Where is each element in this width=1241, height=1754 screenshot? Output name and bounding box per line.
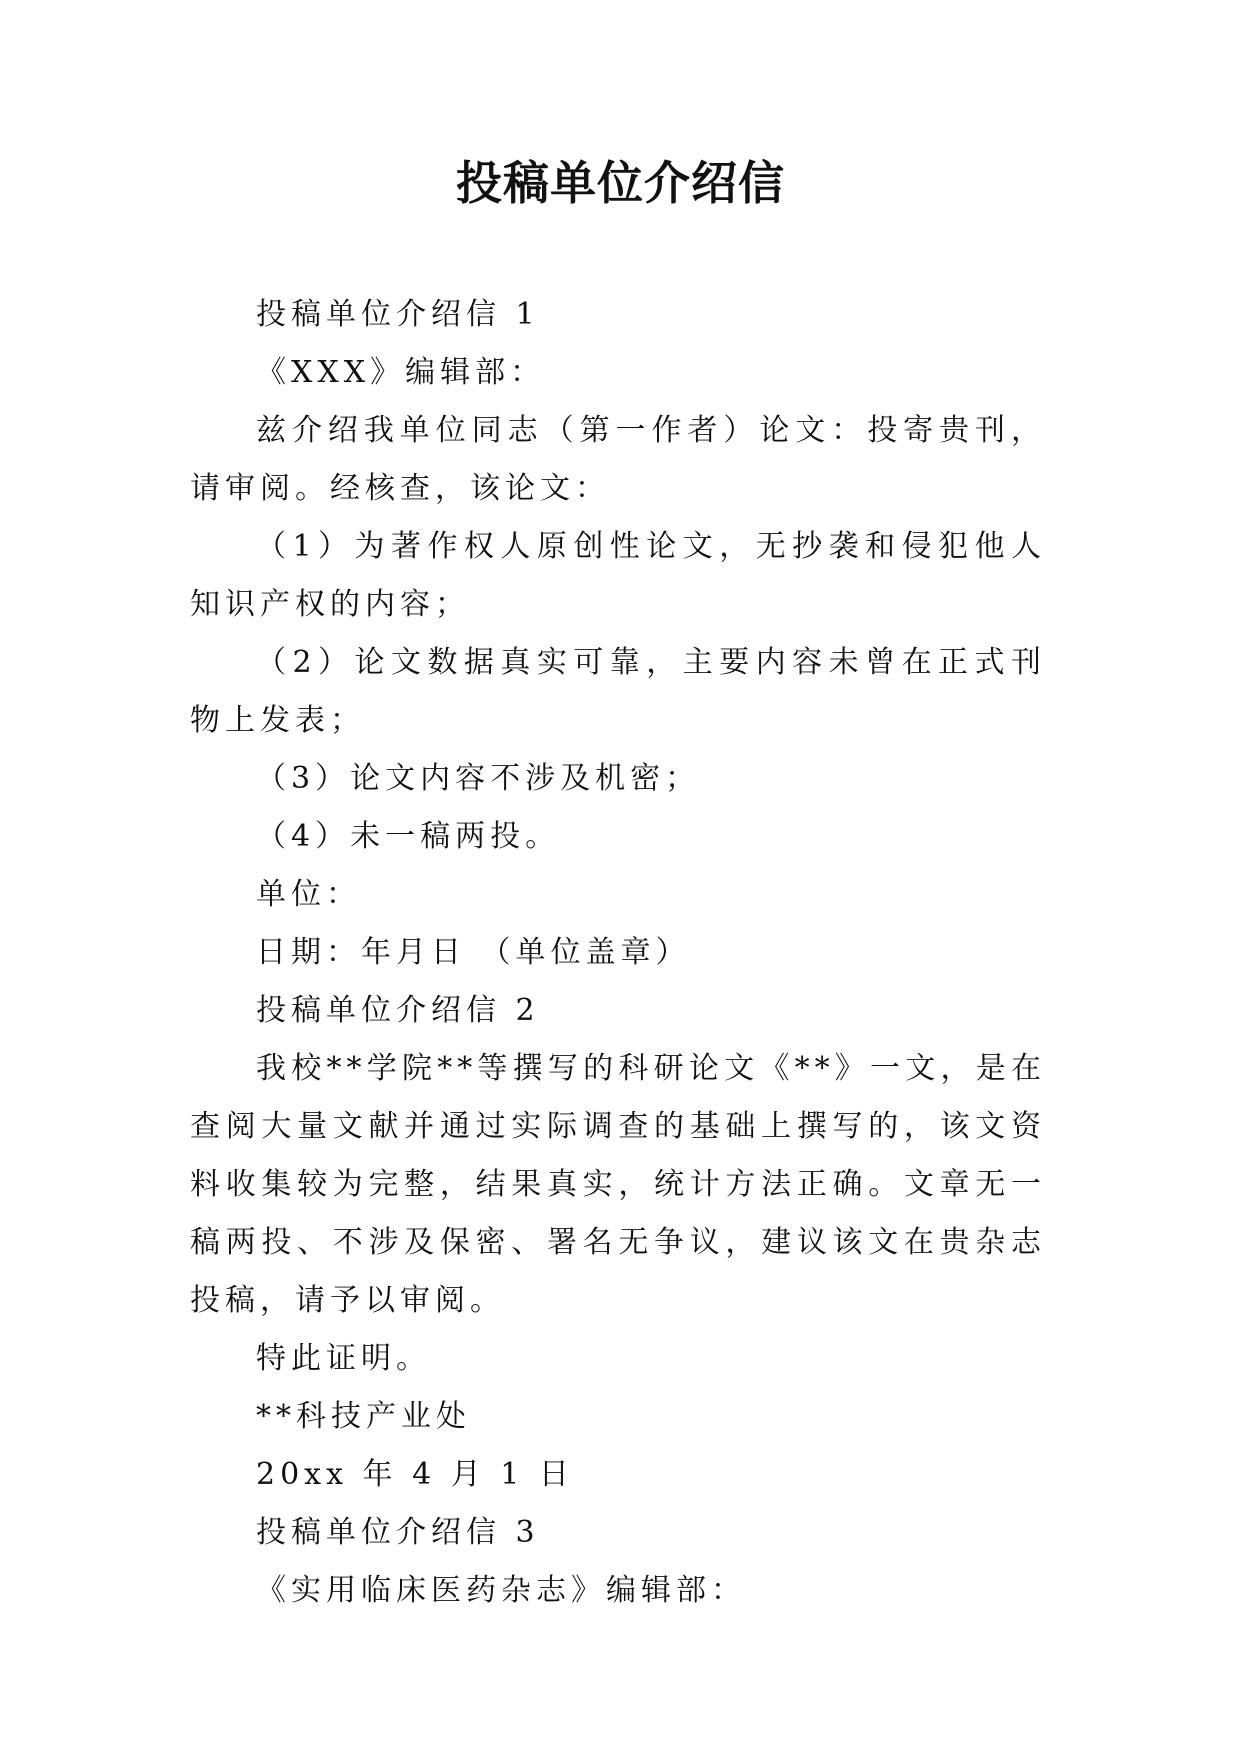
addressee-3: 《实用临床医药杂志》编辑部：	[256, 1573, 746, 1608]
unit-line: 单位：	[256, 877, 361, 912]
issuer-line: **科技产业处	[256, 1399, 471, 1434]
addressee-1: 《XXX》编辑部：	[256, 355, 546, 390]
item-4: （4）未一稿两投。	[256, 819, 561, 854]
heading-letter-2: 投稿单位介绍信 2	[256, 993, 540, 1028]
item-3: （3）论文内容不涉及机密；	[256, 761, 701, 796]
item-1: （1）为著作权人原创性论文，无抄袭和侵犯他人知识产权的内容；	[190, 529, 1046, 622]
issue-date-line: 20xx 年 4 月 1 日	[256, 1457, 574, 1492]
heading-letter-1: 投稿单位介绍信 1	[256, 297, 540, 332]
certification-line: 特此证明。	[256, 1341, 431, 1376]
intro-paragraph: 兹介绍我单位同志（第一作者）论文：投寄贵刊，请审阅。经核查，该论文：	[190, 413, 1046, 506]
document-body	[190, 286, 1046, 1620]
date-seal-line: 日期：年月日 （单位盖章）	[256, 935, 691, 970]
document-title: 投稿单位介绍信	[456, 156, 785, 210]
heading-letter-3: 投稿单位介绍信 3	[256, 1515, 540, 1550]
item-2: （2）论文数据真实可靠，主要内容未曾在正式刊物上发表；	[190, 645, 1046, 738]
letter-2-body: 我校**学院**等撰写的科研论文《**》一文，是在查阅大量文献并通过实际调查的基础上撰写的，该文资料收集较为完整，结果真实，统计方法正确。文章无一稿两投、不涉及保密、署名无争议，建议该文在贵杂志投稿，请予以审阅。	[190, 1051, 1046, 1318]
